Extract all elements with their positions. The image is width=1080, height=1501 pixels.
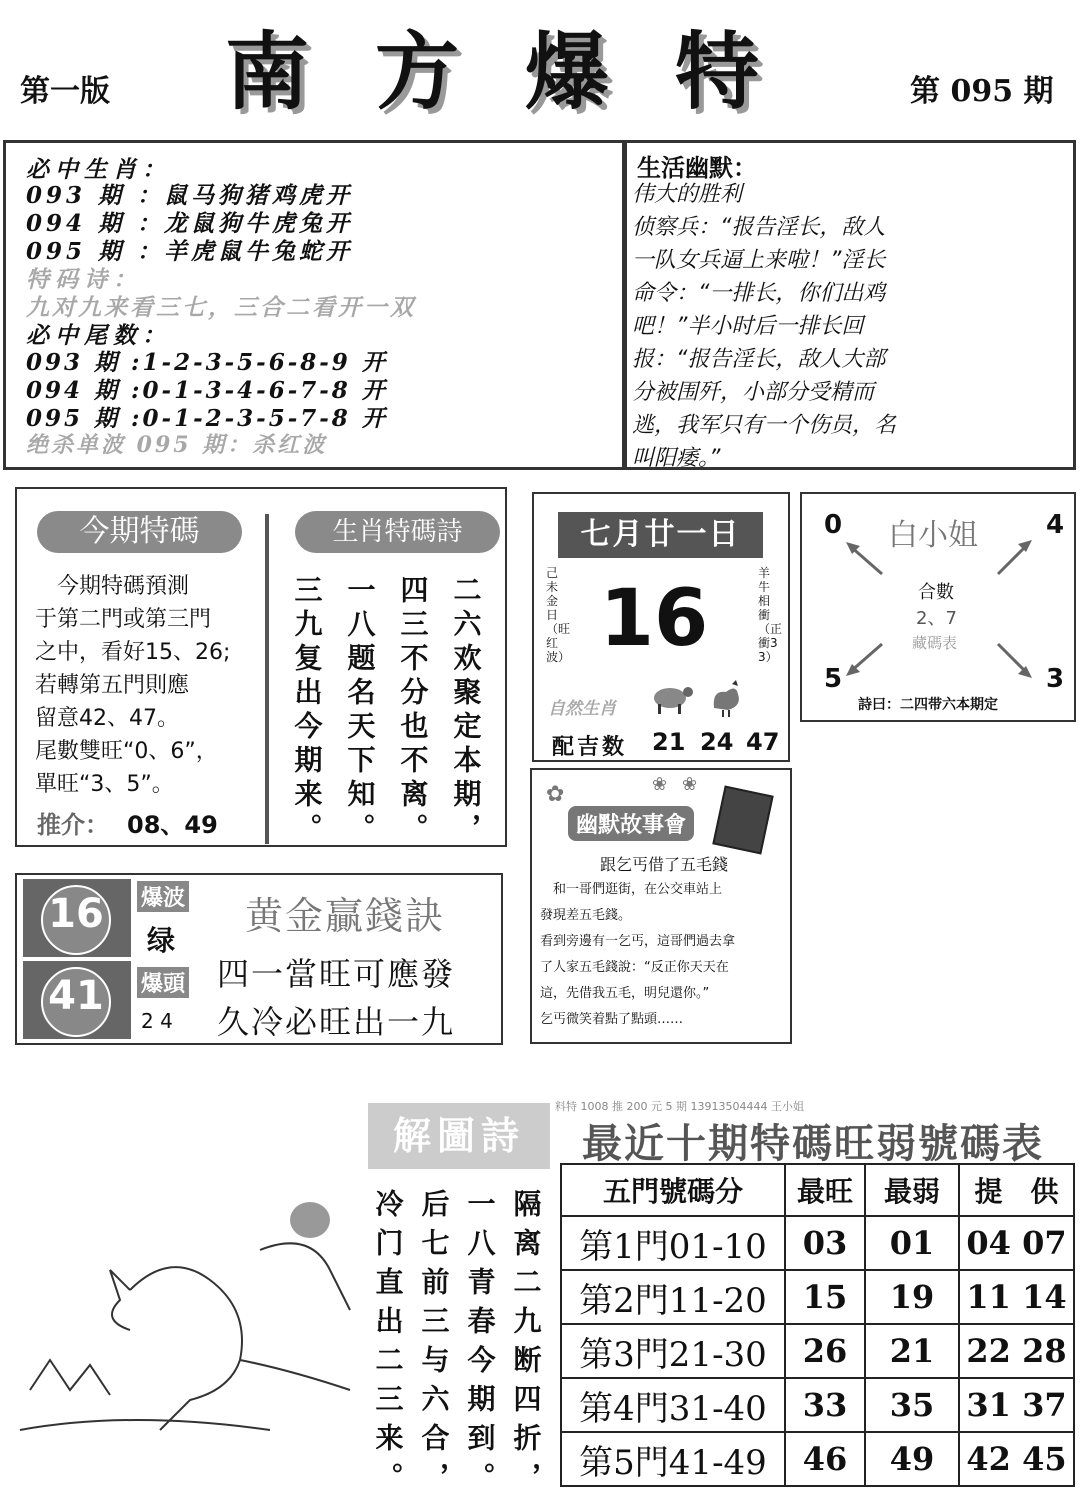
humor-line: 侦察兵：“报告淫长，敌人	[632, 215, 886, 240]
tail-row-093: 093 期 :1-2-3-5-6-8-9 开	[26, 349, 388, 376]
table-row	[561, 1270, 1074, 1324]
provided-numbers: 31 37	[959, 1378, 1074, 1432]
humor-line: 逃，我军只有一个伤员，名	[632, 413, 897, 438]
coldest-number: 35	[865, 1378, 959, 1432]
title-char-2: 方	[375, 22, 460, 121]
book-icon	[712, 785, 773, 854]
lucky-number: 47	[746, 728, 780, 756]
number-16: 16	[48, 891, 104, 937]
lucky-label: 配吉数	[552, 735, 628, 760]
tail-row-094: 094 期 :0-1-3-4-6-7-8 开	[26, 377, 388, 404]
edition-label: 第一版	[20, 74, 110, 109]
flower-icon: ❀	[682, 774, 698, 795]
gold-line-1: 四一當旺可應發	[217, 955, 456, 993]
hottest-number: 03	[785, 1216, 865, 1270]
jietu-col-4	[508, 1189, 548, 1501]
kill-wave-note: 绝杀单波 095 期：杀红波	[26, 432, 328, 458]
current-code-line: 今期特碼預測	[35, 574, 190, 599]
jietu-poem-text: 隔离二九断四折，	[509, 1189, 543, 1501]
issue-label: 第 095 期	[910, 74, 1054, 109]
zodiac-poem-text: 三九复出今期来。	[290, 575, 324, 847]
title-char-1: 南	[225, 22, 310, 121]
page-title	[225, 0, 785, 121]
current-code-badge: 今期特碼	[37, 511, 242, 553]
hottest-number: 26	[785, 1324, 865, 1378]
zodiac-logo: 自然生肖	[548, 699, 616, 719]
story-line: 看到旁邊有一乞丐，這哥們過去拿	[540, 934, 736, 949]
zodiac-row-094: 094 期 ：龙鼠狗牛虎兔开	[26, 210, 354, 237]
current-code-line: 之中，看好15、26;	[35, 640, 231, 665]
coldest-number: 21	[865, 1324, 959, 1378]
humor-line: 一队女兵逼上来啦！”淫长	[632, 248, 886, 273]
jietu-poem-text: 后七前三与六合，	[417, 1189, 451, 1501]
humor-line: 伟大的胜利	[632, 182, 743, 207]
corner-number-5: 5	[824, 664, 843, 694]
rank-table	[560, 1163, 1075, 1487]
zodiac-poem-col-1	[289, 575, 329, 847]
hottest-number: 15	[785, 1270, 865, 1324]
special-poem: 九对九来看三七，三合二看开一双	[26, 294, 416, 321]
zodiac-row-093: 093 期 ：鼠马狗猪鸡虎开	[26, 182, 354, 209]
humor-line: 吧！”半小时后一排长回	[632, 314, 864, 339]
recommend-value: 08、49	[127, 811, 218, 839]
story-title: 跟乞丐借了五毛錢	[600, 855, 729, 874]
title-char-4: 特	[675, 22, 760, 121]
provided-numbers: 22 28	[959, 1324, 1074, 1378]
table-row	[561, 1216, 1074, 1270]
gold-panel	[15, 873, 503, 1045]
door-range: 第4門31-40	[561, 1378, 785, 1432]
hottest-number: 33	[785, 1378, 865, 1432]
jietu-poem-text: 一八青春今期到。	[463, 1189, 497, 1501]
current-code-line: 于第二門或第三門	[35, 607, 212, 632]
lucky-number: 24	[700, 728, 734, 756]
coldest-number: 49	[865, 1432, 959, 1486]
current-code-line: 尾數雙旺“0、6”，	[35, 739, 218, 764]
zodiac-poem-col-3	[395, 575, 435, 847]
calendar-right-note: 羊牛相衝（正衝33）	[758, 566, 783, 664]
flower-icon: ✿	[546, 782, 565, 807]
jietu-col-3	[462, 1189, 502, 1501]
humor-line: 分被围歼，小部分受精而	[632, 380, 875, 405]
miss-bai-title: 白小姐	[888, 518, 978, 553]
humor-line: 叫阳痿。”	[632, 446, 721, 471]
story-line: 了人家五毛錢說：“反正你天天在	[540, 960, 729, 975]
zodiac-poem-badge: 生肖特碼詩	[295, 511, 500, 553]
lucky-number: 21	[652, 728, 686, 756]
gold-line-2: 久冷必旺出一九	[217, 1003, 456, 1041]
picks-panel	[3, 140, 625, 470]
kangaroo-illustration	[10, 1190, 370, 1450]
gold-title: 黄金贏錢訣	[245, 894, 446, 938]
sum-label: 合數	[918, 582, 954, 603]
humor-panel	[624, 140, 1076, 470]
story-panel	[530, 768, 792, 1044]
zodiac-title: 必中生肖：	[26, 156, 171, 183]
wave-value: 绿	[147, 924, 176, 957]
provided-numbers: 42 45	[959, 1432, 1074, 1486]
story-line: 發現差五毛錢。	[540, 908, 632, 923]
tail-row-095: 095 期 :0-1-2-3-5-7-8 开	[26, 405, 388, 432]
number-41: 41	[48, 973, 104, 1019]
header-cell: 五門號碼分	[561, 1164, 785, 1216]
story-line: 這，先借我五毛，明兒還你。”	[540, 986, 710, 1001]
provided-numbers: 11 14	[959, 1270, 1074, 1324]
humor-line: 命令：“一排长，你们出鸡	[632, 281, 886, 306]
title-char-3: 爆	[525, 22, 610, 121]
flower-icon: ❀	[652, 774, 668, 795]
header-cell: 最旺	[785, 1164, 865, 1216]
zodiac-row-095: 095 期 ：羊虎鼠牛兔蛇开	[26, 238, 354, 265]
humor-title: 生活幽默：	[637, 153, 757, 182]
current-code-line: 單旺“3、5”。	[35, 772, 174, 797]
table-row	[561, 1432, 1074, 1486]
story-line: 和一哥們逛街，在公交車站上	[540, 882, 723, 897]
tail-title: 必中尾数：	[26, 322, 171, 349]
jietu-col-2	[416, 1189, 456, 1501]
zodiac-poem-text: 四三不分也不离。	[396, 575, 430, 847]
miss-bai-panel	[800, 492, 1076, 722]
provided-numbers: 04 07	[959, 1216, 1074, 1270]
coldest-number: 01	[865, 1216, 959, 1270]
head-value: 2 4	[141, 1009, 173, 1033]
wave-label: 爆波	[137, 881, 189, 912]
jietu-col-1	[370, 1189, 410, 1501]
door-range: 第2門11-20	[561, 1270, 785, 1324]
goat-icon	[646, 680, 694, 720]
corner-number-4: 4	[1046, 510, 1065, 540]
table-header-row	[561, 1164, 1074, 1216]
story-banner: 幽默故事會	[568, 806, 694, 841]
calendar-left-note: 己未金日（旺红波）	[546, 566, 571, 664]
story-line: 乞丐微笑着點了點頭……	[540, 1012, 684, 1027]
rank-table-note: 料特 1008 推 200 元 5 期 13913504444 王小姐	[555, 1100, 804, 1113]
poem-title: 特码诗：	[26, 266, 142, 293]
head-label: 爆頭	[137, 967, 189, 998]
coldest-number: 19	[865, 1270, 959, 1324]
jietu-badge: 解圖詩	[368, 1103, 550, 1169]
table-row	[561, 1324, 1074, 1378]
divider	[265, 514, 269, 844]
number-block-1	[23, 879, 131, 957]
recommend-label: 推介：	[37, 811, 109, 839]
rooster-icon	[706, 678, 746, 722]
corner-number-3: 3	[1046, 664, 1065, 694]
calendar-day: 16	[599, 574, 709, 664]
number-block-2	[23, 961, 131, 1039]
door-range: 第5門41-49	[561, 1432, 785, 1486]
zodiac-poem-col-4	[448, 575, 488, 847]
miss-bai-poem: 詩曰：二四带六本期定	[858, 697, 998, 713]
rank-table-title: 最近十期特碼旺弱號碼表	[582, 1121, 1044, 1167]
humor-line: 报：“报告淫长，敌人大部	[632, 347, 886, 372]
door-range: 第1門01-10	[561, 1216, 785, 1270]
table-row	[561, 1378, 1074, 1432]
calendar-date-title: 七月廿一日	[558, 512, 763, 558]
calendar-panel	[532, 492, 790, 762]
zodiac-poem-col-2	[342, 575, 382, 847]
jietu-poem-text: 冷门直出二三来。	[371, 1189, 405, 1501]
hidden-code-label: 藏碼表	[912, 634, 958, 652]
hottest-number: 46	[785, 1432, 865, 1486]
current-code-line: 若轉第五門則應	[35, 673, 190, 698]
corner-number-0: 0	[824, 510, 843, 540]
jietu-panel	[368, 1103, 550, 1501]
sum-value: 2、7	[916, 608, 957, 629]
current-code-line: 留意42、47。	[35, 706, 179, 731]
zodiac-poem-text: 二六欢聚定本期，	[449, 575, 483, 847]
current-code-panel	[15, 487, 507, 847]
header-cell: 最弱	[865, 1164, 959, 1216]
zodiac-poem-text: 一八题名天下知。	[343, 575, 377, 847]
header-cell: 提 供	[959, 1164, 1074, 1216]
door-range: 第3門21-30	[561, 1324, 785, 1378]
